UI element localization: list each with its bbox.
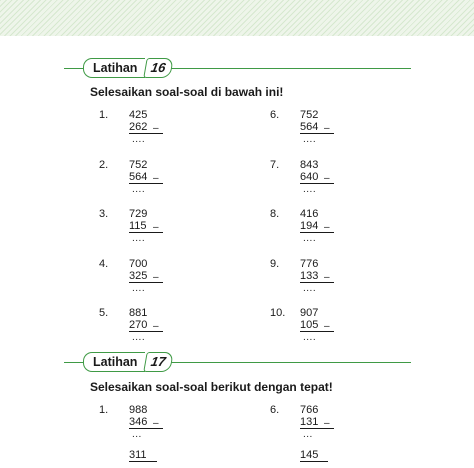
- result-blank: ....: [132, 332, 146, 343]
- minuend: 700: [129, 258, 148, 270]
- answer-value: 145: [300, 449, 328, 462]
- subtrahend: 325: [129, 270, 163, 283]
- result-blank: ....: [303, 283, 317, 294]
- minus-sign: –: [324, 321, 330, 332]
- minuend: 416: [300, 208, 319, 220]
- result-blank: ....: [303, 134, 317, 145]
- subtraction-problem: [99, 258, 189, 310]
- latihan-17-badge: [83, 352, 173, 372]
- minuend: 766: [300, 404, 319, 416]
- problem-number: 8.: [270, 208, 280, 220]
- problem-number: 9.: [270, 258, 280, 270]
- minuend: 752: [129, 159, 148, 171]
- subtraction-problem: [99, 208, 189, 260]
- result-blank: ....: [132, 184, 146, 195]
- latihan-17-number: 17: [144, 352, 175, 372]
- subtraction-problem: [270, 404, 360, 461]
- minuend: 425: [129, 109, 148, 121]
- subtrahend: 262: [129, 121, 163, 134]
- subtraction-problem: [270, 109, 360, 161]
- subtrahend: 564: [129, 171, 163, 184]
- subtraction-problem: [270, 258, 360, 310]
- problem-number: 4.: [99, 258, 109, 270]
- problem-number: 6.: [270, 404, 280, 416]
- latihan-16-instruction: Selesaikan soal-soal di bawah ini!: [90, 85, 284, 99]
- minuend: 776: [300, 258, 319, 270]
- subtraction-problem: [270, 307, 360, 359]
- minus-sign: –: [153, 272, 159, 283]
- subtrahend: 131: [300, 416, 334, 429]
- minus-sign: –: [324, 173, 330, 184]
- subtrahend: 640: [300, 171, 334, 184]
- subtraction-problem: [99, 404, 189, 461]
- problem-number: 7.: [270, 159, 280, 171]
- result-blank: ...: [132, 429, 142, 440]
- minuend: 752: [300, 109, 319, 121]
- minus-sign: –: [324, 222, 330, 233]
- problem-number: 1.: [99, 404, 109, 416]
- minus-sign: –: [153, 222, 159, 233]
- problem-number: 2.: [99, 159, 109, 171]
- minuend: 729: [129, 208, 148, 220]
- minus-sign: –: [153, 321, 159, 332]
- minuend: 843: [300, 159, 319, 171]
- minuend: 988: [129, 404, 148, 416]
- minus-sign: –: [153, 123, 159, 134]
- minus-sign: –: [153, 418, 159, 429]
- minus-sign: –: [153, 173, 159, 184]
- latihan-16-badge: [83, 58, 173, 78]
- minus-sign: –: [324, 123, 330, 134]
- subtrahend: 105: [300, 319, 334, 332]
- result-blank: ....: [303, 233, 317, 244]
- subtraction-problem: [99, 109, 189, 161]
- subtraction-problem: [270, 208, 360, 260]
- answer-value: 311: [129, 449, 157, 462]
- minuend: 881: [129, 307, 148, 319]
- minus-sign: –: [324, 272, 330, 283]
- result-blank: ....: [132, 134, 146, 145]
- subtrahend: 346: [129, 416, 163, 429]
- problem-number: 5.: [99, 307, 109, 319]
- minuend: 907: [300, 307, 319, 319]
- decorative-top-band: [0, 0, 474, 36]
- latihan-16-number: 16: [144, 58, 175, 78]
- subtraction-problem: [99, 159, 189, 211]
- problem-number: 1.: [99, 109, 109, 121]
- latihan-17-title: Latihan: [83, 352, 145, 372]
- problem-number: 3.: [99, 208, 109, 220]
- subtrahend: 564: [300, 121, 334, 134]
- latihan-16-title: Latihan: [83, 58, 145, 78]
- latihan-17-instruction: Selesaikan soal-soal berikut dengan tepat!: [90, 380, 333, 394]
- result-blank: ....: [303, 184, 317, 195]
- subtrahend: 194: [300, 220, 334, 233]
- subtrahend: 133: [300, 270, 334, 283]
- problem-number: 6.: [270, 109, 280, 121]
- result-blank: ....: [132, 283, 146, 294]
- result-blank: ...: [303, 429, 313, 440]
- subtraction-problem: [270, 159, 360, 211]
- subtrahend: 270: [129, 319, 163, 332]
- result-blank: ....: [303, 332, 317, 343]
- result-blank: ....: [132, 233, 146, 244]
- minus-sign: –: [324, 418, 330, 429]
- subtrahend: 115: [129, 220, 163, 233]
- problem-number: 10.: [270, 307, 286, 319]
